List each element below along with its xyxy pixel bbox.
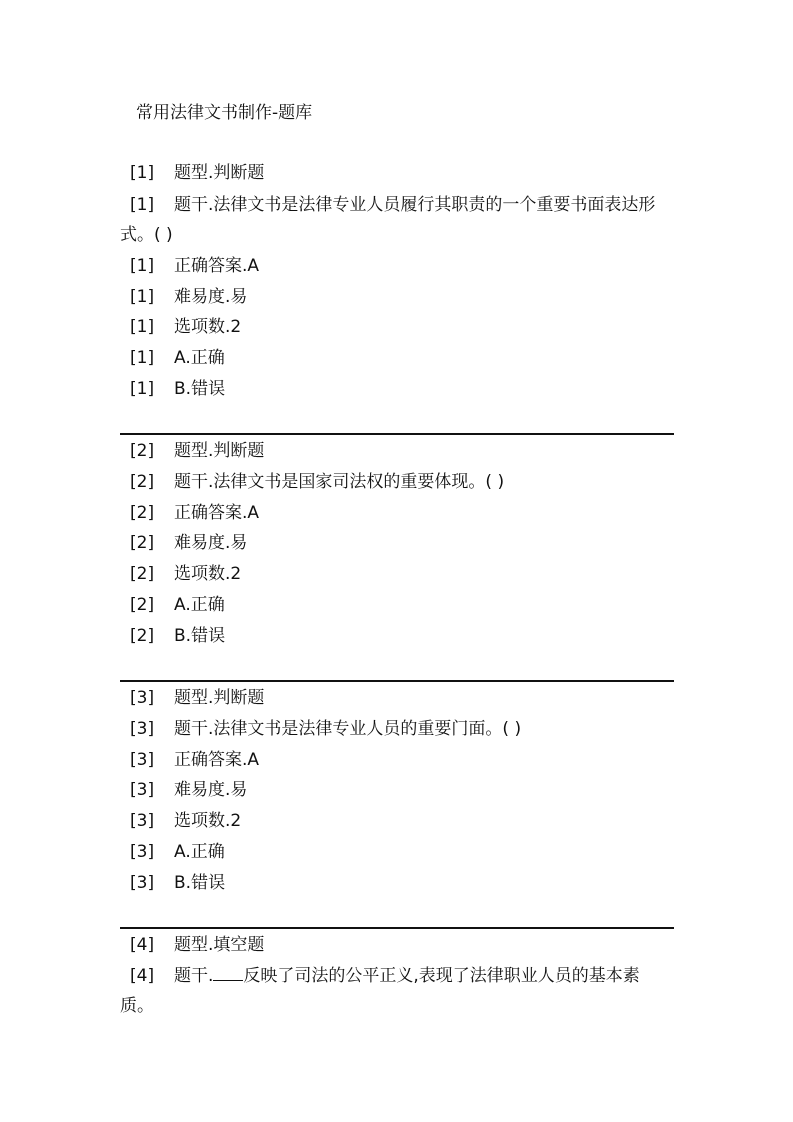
difficulty-line (130, 282, 247, 312)
option-b: B.错误 (174, 379, 226, 399)
question-number: [3] (130, 688, 155, 708)
difficulty: 难易度.易 (174, 533, 248, 553)
option-count-line (130, 312, 241, 342)
correct-answer: 正确答案.A (174, 256, 260, 276)
question-type-line (130, 930, 264, 960)
section-divider (120, 927, 674, 929)
option-b-line (130, 374, 225, 404)
option-count: 选项数.2 (174, 564, 242, 584)
answer-line (130, 498, 259, 528)
answer-line (130, 251, 259, 281)
question-stem-suffix: 反映了司法的公平正义,表现了法律职业人员的基本素质。 (120, 966, 640, 1016)
question-type: 题型.填空题 (174, 935, 265, 955)
question-number: [2] (130, 441, 155, 461)
question-number: [4] (130, 935, 155, 955)
question-type-line (130, 436, 264, 466)
question-number: [3] (130, 842, 155, 862)
question-number: [1] (130, 317, 155, 337)
question-number: [1] (130, 287, 155, 307)
question-number: [2] (130, 564, 155, 584)
option-count: 选项数.2 (174, 317, 242, 337)
difficulty: 难易度.易 (174, 780, 248, 800)
question-stem-prefix: 题干. (174, 966, 214, 986)
question-type: 题型.判断题 (174, 688, 265, 708)
option-a: A.正确 (174, 842, 225, 862)
section-divider (120, 680, 674, 682)
option-a-line (130, 590, 225, 620)
question-number: [1] (130, 256, 155, 276)
question-stem: 题干.法律文书是国家司法权的重要体现。( ) (174, 472, 505, 492)
difficulty-line (130, 528, 247, 558)
fill-in-blank (213, 966, 243, 981)
answer-line (130, 745, 259, 775)
option-a: A.正确 (174, 348, 225, 368)
option-a-line (130, 837, 225, 867)
difficulty: 难易度.易 (174, 287, 248, 307)
question-type-line (130, 683, 264, 713)
question-number: [1] (130, 195, 155, 215)
option-count-line (130, 806, 241, 836)
question-number: [2] (130, 595, 155, 615)
question-number: [1] (130, 379, 155, 399)
option-count: 选项数.2 (174, 811, 242, 831)
option-b: B.错误 (174, 873, 226, 893)
question-type: 题型.判断题 (174, 441, 265, 461)
option-b-line (130, 868, 225, 898)
question-number: [2] (130, 472, 155, 492)
option-count-line (130, 559, 241, 589)
correct-answer: 正确答案.A (174, 503, 260, 523)
question-stem-line (120, 961, 670, 1021)
question-number: [2] (130, 533, 155, 553)
question-number: [2] (130, 626, 155, 646)
document-title: 常用法律文书制作-题库 (136, 103, 313, 123)
question-number: [1] (130, 163, 155, 183)
question-stem-line (120, 190, 670, 250)
question-number: [4] (130, 966, 155, 986)
question-stem: 题干.法律文书是法律专业人员履行其职责的一个重要书面表达形式。( ) (120, 195, 656, 245)
option-b-line (130, 621, 225, 651)
correct-answer: 正确答案.A (174, 750, 260, 770)
question-number: [2] (130, 503, 155, 523)
option-a-line (130, 343, 225, 373)
question-stem: 题干.法律文书是法律专业人员的重要门面。( ) (174, 719, 522, 739)
question-stem-line (130, 714, 521, 744)
question-number: [3] (130, 811, 155, 831)
difficulty-line (130, 775, 247, 805)
question-stem-line (130, 467, 504, 497)
question-number: [3] (130, 873, 155, 893)
option-b: B.错误 (174, 626, 226, 646)
question-number: [3] (130, 719, 155, 739)
question-number: [3] (130, 780, 155, 800)
option-a: A.正确 (174, 595, 225, 615)
question-number: [3] (130, 750, 155, 770)
question-type: 题型.判断题 (174, 163, 265, 183)
question-number: [1] (130, 348, 155, 368)
section-divider (120, 433, 674, 435)
question-type-line (130, 158, 264, 188)
